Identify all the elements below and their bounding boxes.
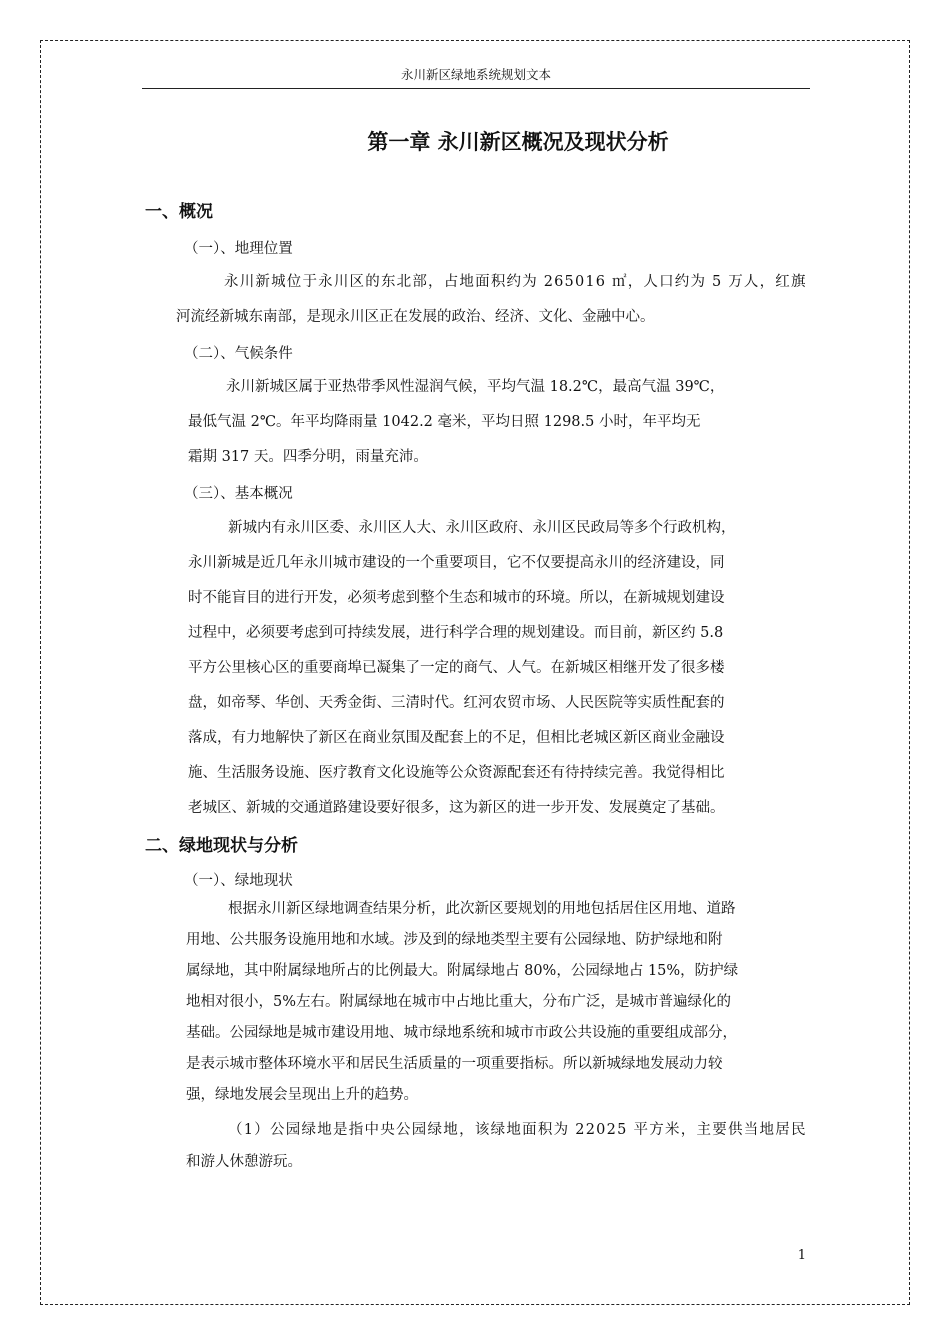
paragraph-location <box>176 265 806 335</box>
running-header: 永川新区绿地系统规划文本 <box>400 67 551 82</box>
text-line: 施、生活服务设施、医疗教育文化设施等公众资源配套还有待持续完善。我觉得相比 <box>188 765 725 781</box>
subsection-heading-basic: （三）、基本概况 <box>184 486 293 502</box>
subsection-heading-green-status: （一）、绿地现状 <box>184 873 293 889</box>
text-line: 过程中，必须要考虑到可持续发展，进行科学合理的规划建设。而目前，新区约 5.8 <box>188 625 724 641</box>
text-line: 地相对很小，5%左右。附属绿地在城市中占地比重大，分布广泛，是城市普遍绿化的 <box>186 994 731 1010</box>
text-line: 最低气温 2℃。年平均降雨量 1042.2 毫米，平均日照 1298.5 小时，年平均无 <box>188 414 701 430</box>
text-line: 永川新城区属于亚热带季风性湿润气候，平均气温 18.2℃，最高气温 39℃， <box>226 379 725 395</box>
paragraph-park-green <box>186 1114 806 1178</box>
header-divider <box>142 88 810 89</box>
subsection-heading-climate: （二）、气候条件 <box>184 346 293 362</box>
paragraph-green-status <box>186 894 806 1111</box>
text-line: 老城区、新城的交通道路建设要好很多，这为新区的进一步开发、发展奠定了基础。 <box>188 800 725 816</box>
text-line: 河流经新城东南部，是现永川区正在发展的政治、经济、文化、金融中心。 <box>176 309 655 325</box>
text-line: 时不能盲目的进行开发，必须考虑到整个生态和城市的环境。所以，在新城规划建设 <box>188 590 725 606</box>
text-line: 是表示城市整体环境水平和居民生活质量的一项重要指标。所以新城绿地发展动力较 <box>186 1056 723 1072</box>
subsection-heading-location: （一）、地理位置 <box>184 241 293 257</box>
text-line: 永川新城是近几年永川城市建设的一个重要项目，它不仅要提高永川的经济建设，同 <box>188 555 725 571</box>
text-line: （1）公园绿地是指中央公园绿地，该绿地面积为 22025 平方米，主要供当地居民 <box>228 1122 807 1138</box>
text-line: 平方公里核心区的重要商埠已凝集了一定的商气、人气。在新城区相继开发了很多楼 <box>188 660 725 676</box>
text-line: 根据永川新区绿地调查结果分析，此次新区要规划的用地包括居住区用地、道路 <box>228 901 736 917</box>
page-number: 1 <box>797 1248 806 1263</box>
section-heading-green-status: 二、绿地现状与分析 <box>145 836 298 856</box>
chapter-title: 第一章 永川新区概况及现状分析 <box>367 130 669 154</box>
text-line: 强，绿地发展会呈现出上升的趋势。 <box>186 1087 418 1103</box>
text-line: 和游人休憩游玩。 <box>186 1154 302 1170</box>
text-line: 永川新城位于永川区的东北部，占地面积约为 265016 ㎡，人口约为 5 万人，红旗 <box>224 274 807 290</box>
text-line: 新城内有永川区委、永川区人大、永川区政府、永川区民政局等多个行政机构， <box>228 520 736 536</box>
paragraph-basic <box>188 511 806 826</box>
text-line: 用地、公共服务设施用地和水域。涉及到的绿地类型主要有公园绿地、防护绿地和附 <box>186 932 723 948</box>
text-line: 基础。公园绿地是城市建设用地、城市绿地系统和城市市政公共设施的重要组成部分， <box>186 1025 737 1041</box>
text-line: 落成，有力地解快了新区在商业氛围及配套上的不足，但相比老城区新区商业金融设 <box>188 730 725 746</box>
text-line: 属绿地，其中附属绿地所占的比例最大。附属绿地占 80%，公园绿地占 15%，防护绿 <box>186 963 739 979</box>
text-line: 盘，如帝琴、华创、天秀金街、三清时代。红河农贸市场、人民医院等实质性配套的 <box>188 695 725 711</box>
paragraph-climate <box>188 370 806 475</box>
section-heading-overview: 一、概况 <box>145 202 213 222</box>
text-line: 霜期 317 天。四季分明，雨量充沛。 <box>188 449 428 465</box>
